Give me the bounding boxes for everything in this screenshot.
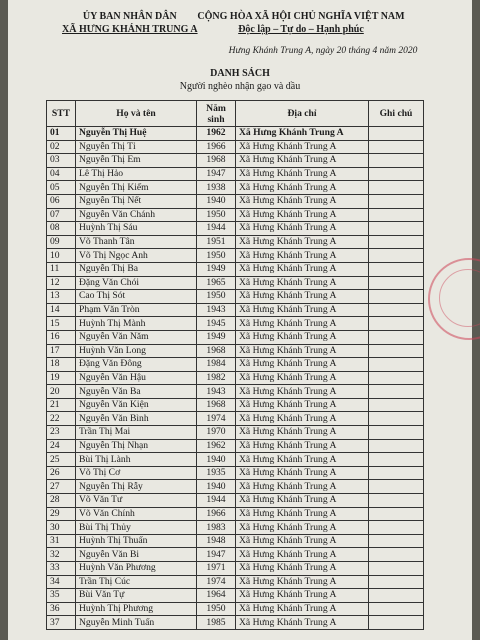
cell-note — [369, 235, 424, 249]
table-row — [47, 330, 424, 344]
cell-stt: 32 — [47, 548, 76, 562]
cell-year: 1935 — [197, 466, 236, 480]
cell-note — [369, 358, 424, 372]
cell-note — [369, 507, 424, 521]
cell-note — [369, 494, 424, 508]
cell-note — [369, 453, 424, 467]
cell-name: Võ Văn Chính — [76, 507, 197, 521]
cell-name: Đặng Văn Đông — [76, 358, 197, 372]
table-row — [47, 562, 424, 576]
cell-stt: 29 — [47, 507, 76, 521]
table-row — [47, 494, 424, 508]
table-header-row — [47, 101, 424, 127]
cell-stt: 03 — [47, 154, 76, 168]
table-row — [47, 398, 424, 412]
cell-address: Xã Hưng Khánh Trung A — [236, 235, 369, 249]
table-row — [47, 466, 424, 480]
cell-stt: 37 — [47, 616, 76, 630]
cell-year: 1984 — [197, 358, 236, 372]
recipient-table — [46, 100, 424, 630]
document-subtitle: Người nghèo nhận gạo và dầu — [179, 81, 301, 92]
cell-year: 1940 — [197, 480, 236, 494]
cell-year: 1974 — [197, 412, 236, 426]
cell-name: Huỳnh Văn Long — [76, 344, 197, 358]
cell-address: Xã Hưng Khánh Trung A — [236, 330, 369, 344]
cell-note — [369, 303, 424, 317]
cell-name: Huỳnh Thị Mành — [76, 317, 197, 331]
cell-note — [369, 154, 424, 168]
table-row — [47, 154, 424, 168]
cell-note — [369, 222, 424, 236]
cell-note — [369, 262, 424, 276]
cell-stt: 19 — [47, 371, 76, 385]
cell-stt: 07 — [47, 208, 76, 222]
table-row — [47, 371, 424, 385]
table-row — [47, 290, 424, 304]
document-title: DANH SÁCH — [210, 68, 270, 79]
cell-name: Võ Thanh Tân — [76, 235, 197, 249]
cell-stt: 35 — [47, 589, 76, 603]
cell-stt: 25 — [47, 453, 76, 467]
cell-address: Xã Hưng Khánh Trung A — [236, 194, 369, 208]
cell-name: Võ Thị Ngọc Anh — [76, 249, 197, 263]
cell-name: Bùi Văn Tự — [76, 589, 197, 603]
cell-year: 1950 — [197, 249, 236, 263]
cell-stt: 30 — [47, 521, 76, 535]
cell-address: Xã Hưng Khánh Trung A — [236, 290, 369, 304]
cell-name: Nguyễn Thị Ba — [76, 262, 197, 276]
cell-year: 1949 — [197, 330, 236, 344]
header-name: Họ và tên — [76, 101, 197, 127]
cell-address: Xã Hưng Khánh Trung A — [236, 181, 369, 195]
cell-stt: 06 — [47, 194, 76, 208]
cell-address: Xã Hưng Khánh Trung A — [236, 167, 369, 181]
cell-name: Nguyễn Văn Bi — [76, 548, 197, 562]
cell-year: 1985 — [197, 616, 236, 630]
header-note: Ghi chú — [369, 101, 424, 127]
cell-note — [369, 480, 424, 494]
cell-name: Trần Thị Mai — [76, 426, 197, 440]
cell-note — [369, 534, 424, 548]
cell-stt: 17 — [47, 344, 76, 358]
table-row — [47, 167, 424, 181]
cell-address: Xã Hưng Khánh Trung A — [236, 562, 369, 576]
cell-name: Nguyễn Văn Hậu — [76, 371, 197, 385]
cell-year: 1962 — [197, 127, 236, 141]
cell-address: Xã Hưng Khánh Trung A — [236, 575, 369, 589]
cell-address: Xã Hưng Khánh Trung A — [236, 276, 369, 290]
cell-note — [369, 616, 424, 630]
document-date: Hưng Khánh Trung A, ngày 20 tháng 4 năm 2020 — [228, 46, 418, 56]
cell-stt: 15 — [47, 317, 76, 331]
table-row — [47, 181, 424, 195]
issuer-header — [62, 10, 198, 36]
cell-year: 1968 — [197, 154, 236, 168]
cell-address: Xã Hưng Khánh Trung A — [236, 317, 369, 331]
cell-note — [369, 575, 424, 589]
table-row — [47, 480, 424, 494]
table-row — [47, 507, 424, 521]
cell-stt: 34 — [47, 575, 76, 589]
cell-year: 1950 — [197, 290, 236, 304]
cell-stt: 10 — [47, 249, 76, 263]
cell-stt: 22 — [47, 412, 76, 426]
table-row — [47, 575, 424, 589]
cell-address: Xã Hưng Khánh Trung A — [236, 616, 369, 630]
cell-name: Huỳnh Thị Phương — [76, 602, 197, 616]
cell-name: Bùi Thị Thủy — [76, 521, 197, 535]
cell-note — [369, 276, 424, 290]
cell-address: Xã Hưng Khánh Trung A — [236, 480, 369, 494]
cell-year: 1965 — [197, 276, 236, 290]
table-row — [47, 222, 424, 236]
cell-address: Xã Hưng Khánh Trung A — [236, 494, 369, 508]
cell-year: 1971 — [197, 562, 236, 576]
cell-note — [369, 208, 424, 222]
cell-name: Võ Văn Tư — [76, 494, 197, 508]
cell-year: 1947 — [197, 167, 236, 181]
cell-note — [369, 140, 424, 154]
cell-address: Xã Hưng Khánh Trung A — [236, 262, 369, 276]
cell-note — [369, 344, 424, 358]
cell-address: Xã Hưng Khánh Trung A — [236, 140, 369, 154]
cell-stt: 31 — [47, 534, 76, 548]
cell-name: Nguyễn Văn Ba — [76, 385, 197, 399]
cell-address: Xã Hưng Khánh Trung A — [236, 426, 369, 440]
table-row — [47, 262, 424, 276]
cell-address: Xã Hưng Khánh Trung A — [236, 548, 369, 562]
cell-year: 1945 — [197, 317, 236, 331]
cell-note — [369, 439, 424, 453]
cell-address: Xã Hưng Khánh Trung A — [236, 534, 369, 548]
national-line-1: CỘNG HÒA XÃ HỘI CHỦ NGHĨA VIỆT NAM — [197, 11, 405, 22]
cell-year: 1951 — [197, 235, 236, 249]
cell-address: Xã Hưng Khánh Trung A — [236, 398, 369, 412]
cell-name: Nguyễn Thị Rẫy — [76, 480, 197, 494]
issuer-line-2: XÃ HƯNG KHÁNH TRUNG A — [62, 24, 198, 35]
cell-address: Xã Hưng Khánh Trung A — [236, 466, 369, 480]
cell-name: Nguyễn Văn Kiện — [76, 398, 197, 412]
cell-note — [369, 398, 424, 412]
cell-year: 1938 — [197, 181, 236, 195]
cell-name: Trần Thị Cúc — [76, 575, 197, 589]
header-stt: STT — [47, 101, 76, 127]
cell-year: 1944 — [197, 494, 236, 508]
cell-year: 1943 — [197, 303, 236, 317]
cell-stt: 26 — [47, 466, 76, 480]
cell-note — [369, 466, 424, 480]
cell-year: 1983 — [197, 521, 236, 535]
table-row — [47, 208, 424, 222]
cell-year: 1970 — [197, 426, 236, 440]
cell-stt: 08 — [47, 222, 76, 236]
cell-name: Nguyễn Văn Năm — [76, 330, 197, 344]
cell-stt: 14 — [47, 303, 76, 317]
cell-name: Nguyễn Thị Em — [76, 154, 197, 168]
cell-year: 1947 — [197, 548, 236, 562]
cell-note — [369, 589, 424, 603]
cell-note — [369, 127, 424, 141]
table-row — [47, 426, 424, 440]
cell-year: 1968 — [197, 344, 236, 358]
table-row — [47, 344, 424, 358]
cell-stt: 05 — [47, 181, 76, 195]
table-row — [47, 616, 424, 630]
cell-year: 1950 — [197, 602, 236, 616]
cell-address: Xã Hưng Khánh Trung A — [236, 154, 369, 168]
cell-stt: 16 — [47, 330, 76, 344]
cell-stt: 12 — [47, 276, 76, 290]
cell-note — [369, 181, 424, 195]
cell-address: Xã Hưng Khánh Trung A — [236, 439, 369, 453]
cell-note — [369, 194, 424, 208]
cell-note — [369, 330, 424, 344]
cell-stt: 01 — [47, 127, 76, 141]
cell-name: Đặng Văn Chói — [76, 276, 197, 290]
cell-note — [369, 602, 424, 616]
cell-year: 1982 — [197, 371, 236, 385]
cell-note — [369, 290, 424, 304]
national-header — [196, 10, 406, 36]
cell-note — [369, 371, 424, 385]
table-row — [47, 249, 424, 263]
cell-name: Huỳnh Thị Thuấn — [76, 534, 197, 548]
cell-note — [369, 521, 424, 535]
cell-year: 1949 — [197, 262, 236, 276]
red-seal-stamp — [428, 258, 480, 340]
cell-note — [369, 167, 424, 181]
table-row — [47, 602, 424, 616]
table-row — [47, 439, 424, 453]
cell-address: Xã Hưng Khánh Trung A — [236, 507, 369, 521]
cell-name: Nguyễn Thị Nhạn — [76, 439, 197, 453]
cell-address: Xã Hưng Khánh Trung A — [236, 127, 369, 141]
cell-note — [369, 548, 424, 562]
cell-note — [369, 249, 424, 263]
cell-name: Bùi Thị Lành — [76, 453, 197, 467]
cell-note — [369, 317, 424, 331]
cell-name: Lê Thị Hảo — [76, 167, 197, 181]
table-row — [47, 453, 424, 467]
table-row — [47, 589, 424, 603]
cell-name: Nguyễn Văn Bình — [76, 412, 197, 426]
cell-address: Xã Hưng Khánh Trung A — [236, 344, 369, 358]
table-row — [47, 548, 424, 562]
national-motto: Độc lập – Tự do – Hạnh phúc — [238, 24, 364, 35]
cell-stt: 18 — [47, 358, 76, 372]
cell-address: Xã Hưng Khánh Trung A — [236, 602, 369, 616]
table-row — [47, 317, 424, 331]
cell-stt: 02 — [47, 140, 76, 154]
table-row — [47, 194, 424, 208]
table-row — [47, 358, 424, 372]
issuer-line-1: ỦY BAN NHÂN DÂN — [82, 11, 177, 22]
cell-name: Phạm Văn Tròn — [76, 303, 197, 317]
table-row — [47, 521, 424, 535]
cell-year: 1950 — [197, 208, 236, 222]
cell-note — [369, 385, 424, 399]
cell-name: Nguyễn Thị Tỉ — [76, 140, 197, 154]
cell-stt: 09 — [47, 235, 76, 249]
header-year: Năm sinh — [197, 101, 236, 127]
cell-stt: 23 — [47, 426, 76, 440]
cell-year: 1962 — [197, 439, 236, 453]
cell-stt: 24 — [47, 439, 76, 453]
cell-name: Nguyễn Minh Tuấn — [76, 616, 197, 630]
cell-year: 1964 — [197, 589, 236, 603]
header-address: Địa chỉ — [236, 101, 369, 127]
cell-name: Võ Thị Cơ — [76, 466, 197, 480]
cell-address: Xã Hưng Khánh Trung A — [236, 358, 369, 372]
cell-year: 1974 — [197, 575, 236, 589]
cell-address: Xã Hưng Khánh Trung A — [236, 208, 369, 222]
cell-year: 1966 — [197, 140, 236, 154]
cell-address: Xã Hưng Khánh Trung A — [236, 249, 369, 263]
cell-name: Nguyễn Thị Kiếm — [76, 181, 197, 195]
cell-year: 1948 — [197, 534, 236, 548]
cell-year: 1940 — [197, 453, 236, 467]
cell-address: Xã Hưng Khánh Trung A — [236, 521, 369, 535]
table-row — [47, 140, 424, 154]
cell-stt: 13 — [47, 290, 76, 304]
cell-name: Nguyễn Văn Chánh — [76, 208, 197, 222]
table-row — [47, 534, 424, 548]
cell-note — [369, 426, 424, 440]
table-row — [47, 385, 424, 399]
cell-address: Xã Hưng Khánh Trung A — [236, 222, 369, 236]
cell-stt: 04 — [47, 167, 76, 181]
table-row — [47, 412, 424, 426]
table-row — [47, 276, 424, 290]
cell-stt: 27 — [47, 480, 76, 494]
cell-name: Huỳnh Thị Sáu — [76, 222, 197, 236]
cell-name: Huỳnh Văn Phương — [76, 562, 197, 576]
cell-address: Xã Hưng Khánh Trung A — [236, 303, 369, 317]
cell-address: Xã Hưng Khánh Trung A — [236, 385, 369, 399]
cell-year: 1943 — [197, 385, 236, 399]
cell-note — [369, 412, 424, 426]
cell-stt: 20 — [47, 385, 76, 399]
cell-year: 1968 — [197, 398, 236, 412]
cell-name: Cao Thị Sót — [76, 290, 197, 304]
cell-note — [369, 562, 424, 576]
table-row — [47, 235, 424, 249]
table-row — [47, 303, 424, 317]
table-row — [47, 127, 424, 141]
cell-address: Xã Hưng Khánh Trung A — [236, 412, 369, 426]
cell-name: Nguyễn Thị Huệ — [76, 127, 197, 141]
cell-address: Xã Hưng Khánh Trung A — [236, 453, 369, 467]
cell-address: Xã Hưng Khánh Trung A — [236, 371, 369, 385]
cell-stt: 21 — [47, 398, 76, 412]
cell-stt: 33 — [47, 562, 76, 576]
cell-address: Xã Hưng Khánh Trung A — [236, 589, 369, 603]
cell-year: 1944 — [197, 222, 236, 236]
cell-stt: 28 — [47, 494, 76, 508]
cell-name: Nguyễn Thị Nết — [76, 194, 197, 208]
cell-year: 1940 — [197, 194, 236, 208]
cell-year: 1966 — [197, 507, 236, 521]
cell-stt: 36 — [47, 602, 76, 616]
cell-stt: 11 — [47, 262, 76, 276]
